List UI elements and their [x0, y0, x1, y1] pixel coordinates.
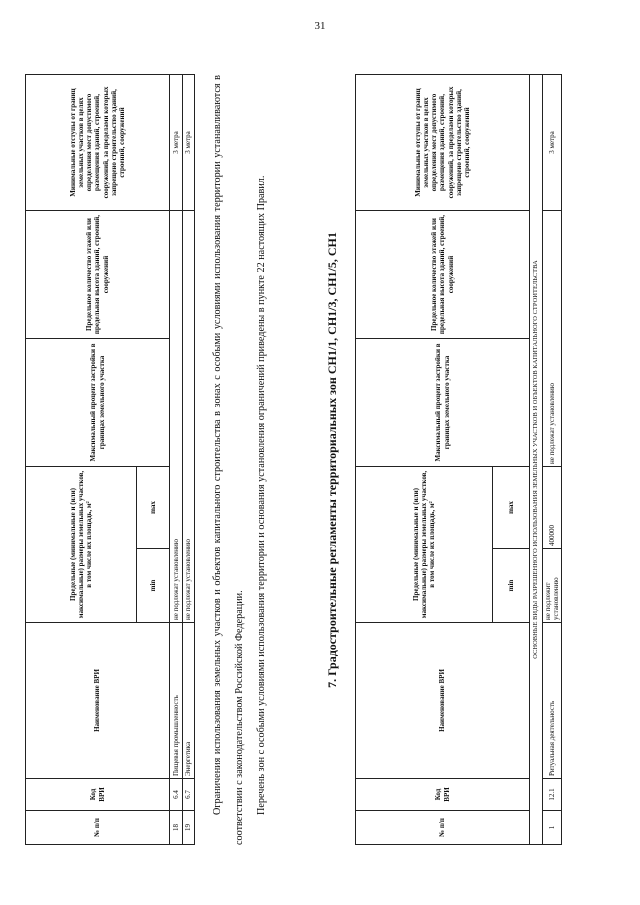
header-code: Код ВРИ [356, 779, 530, 811]
cell-setback: 3 метра [170, 75, 183, 211]
cell-min: не подлежит установлению [543, 549, 562, 623]
cell-setback: 3 метра [182, 75, 195, 211]
header-setback: Минимальные отступы от границ земельных участков в целях определения мест допустимого размещения зданий, строений, сооружений, за пределами которых запрещено строительство зданий, строений, сооружений [26, 75, 170, 211]
header-min: min [493, 549, 530, 623]
cell-area: не подлежат установлению [182, 211, 195, 623]
header-floors: Предельное количество этажей или предельная высота зданий, строений, сооружений [26, 211, 170, 339]
cell-area: не подлежат установлению [170, 211, 183, 623]
header-name: Наименование ВРИ [356, 623, 530, 779]
table-row [543, 75, 562, 845]
cell-name: Энергетика [182, 623, 195, 779]
cell-setback: 3 метра [543, 75, 562, 211]
cell-num: 1 [543, 811, 562, 845]
header-num: № п/п [26, 811, 170, 845]
header-percent: Максимальный процент застройки в границах земельного участка [26, 339, 170, 467]
cell-code: 6.7 [182, 779, 195, 811]
table-row [170, 75, 183, 845]
header-max: max [137, 467, 170, 549]
header-name: Наименование ВРИ [26, 623, 170, 779]
cell-num: 19 [182, 811, 195, 845]
cell-percent-floors: не подлежат установлению [543, 211, 562, 467]
body-text [207, 75, 273, 845]
group-row [530, 75, 543, 845]
header-floors: Предельное количество этажей или предельная высота зданий, строений, сооружений [356, 211, 530, 339]
header-percent: Максимальный процент застройки в границах земельного участка [356, 339, 530, 467]
cell-name: Пищевая промышленность [170, 623, 183, 779]
cell-max: 400000 [543, 467, 562, 549]
header-max: max [493, 467, 530, 549]
header-code: Код ВРИ [26, 779, 170, 811]
header-min: min [137, 549, 170, 623]
cell-code: 12.1 [543, 779, 562, 811]
cell-code: 6.4 [170, 779, 183, 811]
table-1 [25, 74, 195, 845]
section-title: 7. Градостроительные регламенты территориальных зон СН1/1, СН1/3, СН1/5, СН1 [325, 232, 339, 688]
header-num: № п/п [356, 811, 530, 845]
table-2 [355, 74, 562, 845]
table-row [182, 75, 195, 845]
cell-num: 18 [170, 811, 183, 845]
cell-name: Ритуальная деятельность [543, 623, 562, 779]
header-setback: Минимальные отступы от границ земельных участков в целях определения мест допустимого размещения зданий, строений, сооружений, за пределами которых запрещено строительство зданий, строений, сооружений [356, 75, 530, 211]
paragraph-zone-list: Перечень зон с особыми условиями использования территории и основания установления ограничений приведены в пункте 22 настоящих Правил. [256, 175, 267, 815]
header-area: Предельные (минимальные и (или) максимальные) размеры земельных участков, в том числе их площадь, м² [26, 467, 137, 623]
page-number: 31 [314, 20, 326, 32]
group-row-label: ОСНОВНЫЕ ВИДЫ РАЗРЕШЕННОГО ИСПОЛЬЗОВАНИЯ ЗЕМЕЛЬНЫХ УЧАСТКОВ И ОБЪЕКТОВ КАПИТАЛЬНОГО СТРОИТЕЛЬСТВА [530, 75, 543, 845]
header-area: Предельные (минимальные и (или) максимальные) размеры земельных участков, в том числе их площадь, м² [356, 467, 493, 623]
paragraph-restrictions: Ограничения использования земельных участков и объектов капитального строительства в зонах с особыми условиями использования территории устанавливаются в соответствии с законодательством Российской Федерации. [212, 75, 245, 845]
rotated-landscape-content [25, 75, 615, 845]
